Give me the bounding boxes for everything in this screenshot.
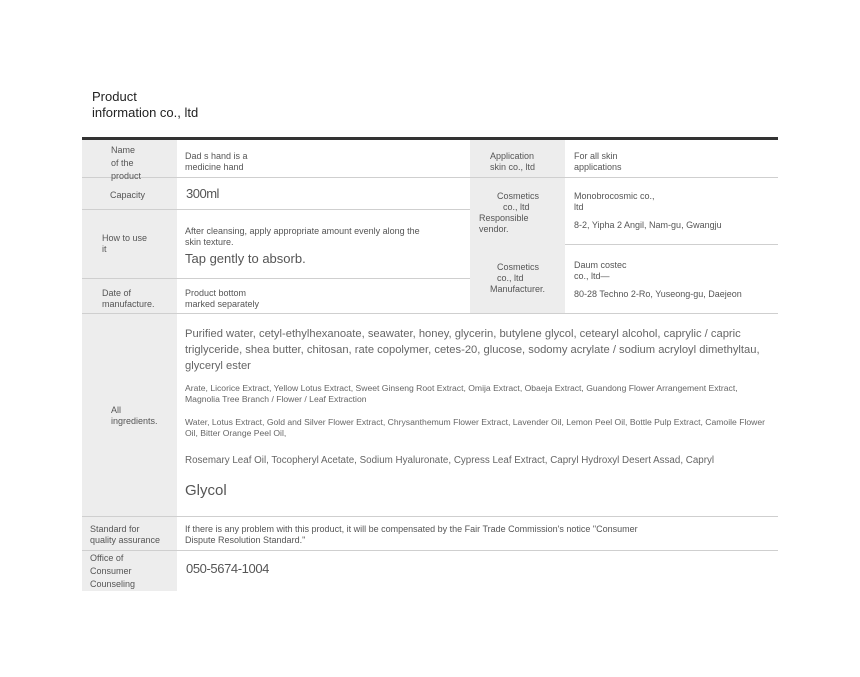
date-label-l2: manufacture. bbox=[102, 299, 155, 309]
how-to-use-label-l1: How to use bbox=[102, 233, 148, 243]
standard-value-l2: Dispute Resolution Standard." bbox=[185, 535, 306, 545]
row-divider bbox=[82, 278, 470, 279]
standard-value bbox=[185, 524, 770, 546]
vendor-value-l2: ltd bbox=[574, 202, 584, 212]
how-to-use-value-l1: After cleansing, apply appropriate amount evenly along the bbox=[185, 226, 420, 236]
application-label-l2: skin co., ltd bbox=[490, 162, 536, 172]
application-value bbox=[574, 151, 774, 173]
standard-label bbox=[90, 524, 175, 546]
title-line-1: Product bbox=[92, 89, 137, 104]
ingredients-value bbox=[185, 326, 770, 500]
date-value bbox=[185, 288, 385, 310]
name-label-l3: product bbox=[111, 171, 142, 181]
ingredients-label-l2: ingredients. bbox=[111, 416, 158, 426]
standard-label-l1: Standard for bbox=[90, 524, 140, 534]
manufacturer-value-l2: co., ltd— bbox=[574, 271, 610, 281]
application-label-l1: Application bbox=[490, 151, 535, 161]
how-to-use-label-l2: it bbox=[102, 244, 107, 254]
manufacturer-label-l3: Manufacturer. bbox=[490, 284, 546, 294]
application-value-l1: For all skin bbox=[574, 151, 618, 161]
row-divider bbox=[470, 177, 778, 178]
office-label-l3: Counseling bbox=[90, 579, 136, 589]
manufacturer-label bbox=[490, 262, 565, 295]
vendor-label-l4: vendor. bbox=[479, 224, 509, 234]
manufacturer-label-l1: Cosmetics bbox=[497, 262, 540, 272]
vendor-value bbox=[574, 191, 774, 231]
row-divider bbox=[565, 244, 778, 245]
date-value-l2: marked separately bbox=[185, 299, 260, 309]
ingredients-paragraph-1: Purified water, cetyl-ethylhexanoate, seawater, honey, glycerin, butylene glycol, cetearyl alcohol, caprylic / capric triglyceride, shea butter, chitosan, rate copolymer, cetes-20, glucose, sodomy acrylate / sodium acryloyl dimethyltau, glyceryl ester bbox=[185, 328, 760, 372]
name-label bbox=[111, 145, 171, 182]
vendor-label-l1: Cosmetics bbox=[497, 191, 540, 201]
ingredients-paragraph-4: Rosemary Leaf Oil, Tocopheryl Acetate, Sodium Hyaluronate, Cypress Leaf Extract, Capryl Hydroxyl Desert Assad, Capryl bbox=[185, 455, 715, 466]
name-value-l1: Dad s hand is a bbox=[185, 151, 248, 161]
date-label bbox=[102, 288, 172, 310]
how-to-use-value-l3: Tap gently to absorb. bbox=[185, 251, 306, 266]
row-divider bbox=[82, 550, 778, 551]
ingredients-paragraph-3: Water, Lotus Extract, Gold and Silver Flower Extract, Chrysanthemum Flower Extract, Lavender Oil, Lemon Peel Oil, Bottle Pulp Extract, Camoile Flower Oil, Bitter Orange Peel Oil, bbox=[185, 417, 765, 438]
title-line-2: information co., ltd bbox=[92, 105, 199, 120]
standard-label-l2: quality assurance bbox=[90, 535, 161, 545]
manufacturer-value bbox=[574, 260, 774, 300]
office-phone: 050-5674-1004 bbox=[186, 561, 269, 576]
how-to-use-label bbox=[102, 233, 172, 255]
top-divider bbox=[82, 137, 778, 140]
name-label-l1: Name bbox=[111, 145, 136, 155]
row-divider bbox=[82, 313, 778, 314]
vendor-label-l2: co., ltd bbox=[503, 202, 530, 212]
ingredients-label-l1: All bbox=[111, 405, 122, 415]
name-label-l2: of the bbox=[111, 158, 134, 168]
date-value-l1: Product bottom bbox=[185, 288, 247, 298]
vendor-value-l1: Monobrocosmic co., bbox=[574, 191, 655, 201]
name-value-l2: medicine hand bbox=[185, 162, 244, 172]
row-divider bbox=[82, 209, 470, 210]
manufacturer-value-l3: 80-28 Techno 2-Ro, Yuseong-gu, Daejeon bbox=[574, 289, 742, 299]
manufacturer-label-l2: co., ltd bbox=[497, 273, 524, 283]
vendor-label-l3: Responsible bbox=[479, 213, 529, 223]
office-label-l2: Consumer bbox=[90, 566, 132, 576]
standard-value-l1: If there is any problem with this product, it will be compensated by the Fair Trade Commission's notice "Consumer bbox=[185, 524, 638, 534]
application-value-l2: applications bbox=[574, 162, 622, 172]
vendor-label bbox=[479, 191, 565, 235]
capacity-label: Capacity bbox=[110, 190, 146, 200]
office-label bbox=[90, 553, 175, 590]
date-label-l1: Date of bbox=[102, 288, 132, 298]
how-to-use-value-l2: skin texture. bbox=[185, 237, 234, 247]
page-title bbox=[92, 89, 198, 121]
office-label-l1: Office of bbox=[90, 553, 124, 563]
capacity-value: 300ml bbox=[186, 186, 219, 201]
ingredients-paragraph-2: Arate, Licorice Extract, Yellow Lotus Extract, Sweet Ginseng Root Extract, Omija Extract, Obaeja Extract, Guandong Flower Arrangement Extract, Magnolia Tree Branch / Flower / Leaf Extraction bbox=[185, 383, 738, 404]
ingredients-label bbox=[111, 405, 171, 427]
how-to-use-value bbox=[185, 226, 465, 267]
manufacturer-value-l1: Daum costec bbox=[574, 260, 627, 270]
vendor-value-l3: 8-2, Yipha 2 Angil, Nam-gu, Gwangju bbox=[574, 220, 722, 230]
ingredients-paragraph-5: Glycol bbox=[185, 482, 227, 499]
row-divider bbox=[82, 516, 778, 517]
application-label bbox=[490, 151, 565, 173]
name-value bbox=[185, 151, 455, 173]
